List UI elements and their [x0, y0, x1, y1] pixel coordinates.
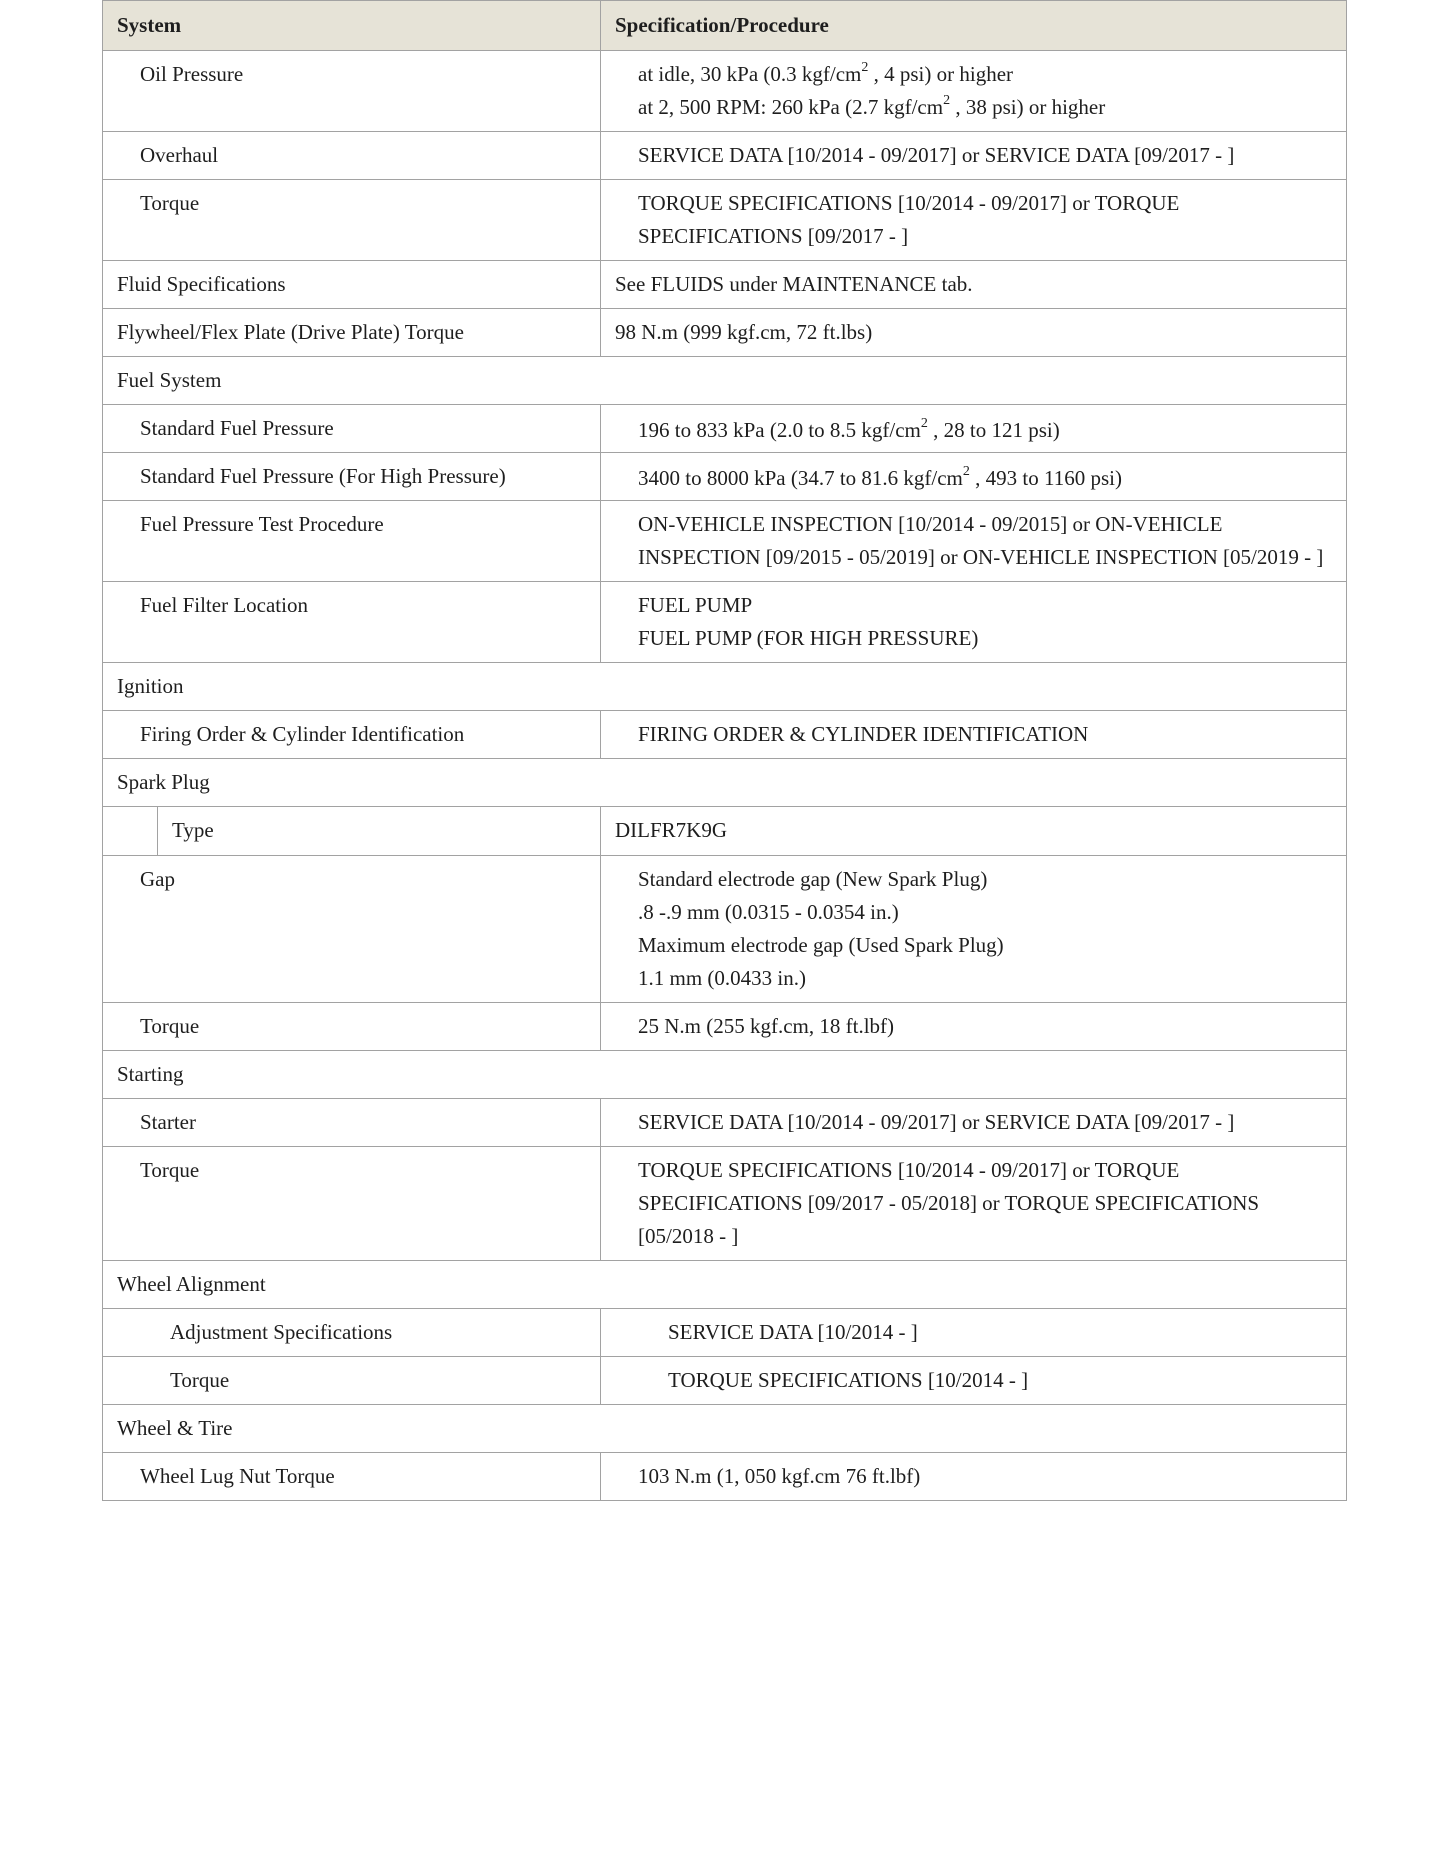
- row-value-oil-pressure: [601, 51, 1347, 132]
- table-row: [103, 807, 1347, 856]
- row-label-standard-fuel-pressure: Standard Fuel Pressure: [103, 405, 601, 453]
- section-row: [103, 1405, 1347, 1453]
- section-row: [103, 663, 1347, 711]
- table-row: [103, 1099, 1347, 1147]
- fuel-pump-link[interactable]: FUEL PUMP: [638, 593, 753, 617]
- row-label-alignment-torque: Torque: [103, 1357, 601, 1405]
- row-label-firing-order: Firing Order & Cylinder Identification: [103, 711, 601, 759]
- fuel-pump-high-pressure-link[interactable]: FUEL PUMP (FOR HIGH PRESSURE): [638, 626, 979, 650]
- table-row: [103, 1357, 1347, 1405]
- row-label-starting-torque: Torque: [103, 1147, 601, 1261]
- row-value-alignment-torque[interactable]: TORQUE SPECIFICATIONS [10/2014 - ]: [601, 1357, 1347, 1405]
- header-system: System: [103, 1, 601, 51]
- row-label-wheel-lug-nut-torque: Wheel Lug Nut Torque: [103, 1453, 601, 1501]
- fuel-pressure-text-end: , 28 to 121 psi): [927, 418, 1060, 442]
- row-value-torque[interactable]: TORQUE SPECIFICATIONS [10/2014 - 09/2017] or TORQUE SPECIFICATIONS [09/2017 - ]: [601, 180, 1347, 261]
- table-row: [103, 180, 1347, 261]
- fuel-pressure-high-text: 3400 to 8000 kPa (34.7 to 81.6 kgf/cm: [638, 466, 963, 490]
- row-label-flywheel: Flywheel/Flex Plate (Drive Plate) Torque: [103, 309, 601, 357]
- table-row: [103, 1453, 1347, 1501]
- row-label-spark-plug-type: Type: [172, 818, 214, 842]
- section-row: [103, 1051, 1347, 1099]
- table-row: [103, 582, 1347, 663]
- superscript: 2: [861, 60, 869, 75]
- row-label-spark-plug-type-cell: [103, 807, 601, 856]
- section-row: [103, 759, 1347, 807]
- row-value-standard-fuel-pressure: [601, 405, 1347, 453]
- row-value-wheel-lug-nut-torque: 103 N.m (1, 050 kgf.cm 76 ft.lbf): [601, 1453, 1347, 1501]
- gap-standard-label: Standard electrode gap (New Spark Plug): [638, 867, 988, 891]
- oil-pressure-idle-text-end: , 4 psi) or higher: [868, 62, 1014, 86]
- row-value-gap: [601, 856, 1347, 1003]
- row-label-overhaul: Overhaul: [103, 132, 601, 180]
- gap-standard-value: .8 -.9 mm (0.0315 - 0.0354 in.): [638, 900, 899, 924]
- row-value-fuel-pressure-test[interactable]: ON-VEHICLE INSPECTION [10/2014 - 09/2015] or ON-VEHICLE INSPECTION [09/2015 - 05/2019] or ON-VEHICLE INSPECTION [05/2019 - ]: [601, 501, 1347, 582]
- table-row: [103, 711, 1347, 759]
- row-label-spark-torque: Torque: [103, 1003, 601, 1051]
- section-starting: Starting: [103, 1051, 1347, 1099]
- row-value-starter[interactable]: SERVICE DATA [10/2014 - 09/2017] or SERVICE DATA [09/2017 - ]: [601, 1099, 1347, 1147]
- gap-maximum-value: 1.1 mm (0.0433 in.): [638, 966, 806, 990]
- row-label-fuel-pressure-test: Fuel Pressure Test Procedure: [103, 501, 601, 582]
- oil-pressure-2500-text-end: , 38 psi) or higher: [950, 95, 1106, 119]
- superscript: 2: [943, 93, 951, 108]
- oil-pressure-2500rpm: [638, 91, 1332, 124]
- fuel-pressure-high-text-end: , 493 to 1160 psi): [969, 466, 1122, 490]
- row-value-fluid-specifications: See FLUIDS under MAINTENANCE tab.: [601, 261, 1347, 309]
- row-value-firing-order[interactable]: FIRING ORDER & CYLINDER IDENTIFICATION: [601, 711, 1347, 759]
- row-label-standard-fuel-pressure-high: Standard Fuel Pressure (For High Pressure): [103, 453, 601, 501]
- table-row: [103, 501, 1347, 582]
- table-row: [103, 1147, 1347, 1261]
- oil-pressure-idle: [638, 58, 1332, 91]
- row-value-starting-torque[interactable]: TORQUE SPECIFICATIONS [10/2014 - 09/2017] or TORQUE SPECIFICATIONS [09/2017 - 05/2018] or TORQUE SPECIFICATIONS [05/2018 - ]: [601, 1147, 1347, 1261]
- gap-maximum-label: Maximum electrode gap (Used Spark Plug): [638, 933, 1004, 957]
- row-label-fuel-filter-location: Fuel Filter Location: [103, 582, 601, 663]
- header-specification: Specification/Procedure: [601, 1, 1347, 51]
- section-spark-plug: Spark Plug: [103, 759, 1347, 807]
- table-row: [103, 132, 1347, 180]
- table-header-row: [103, 1, 1347, 51]
- row-label-adjustment-specifications: Adjustment Specifications: [103, 1309, 601, 1357]
- table-row: [103, 1309, 1347, 1357]
- row-value-overhaul[interactable]: SERVICE DATA [10/2014 - 09/2017] or SERVICE DATA [09/2017 - ]: [601, 132, 1347, 180]
- table-row: [103, 261, 1347, 309]
- oil-pressure-2500-text: at 2, 500 RPM: 260 kPa (2.7 kgf/cm: [638, 95, 944, 119]
- section-fuel-system: Fuel System: [103, 357, 1347, 405]
- superscript: 2: [920, 416, 928, 431]
- table-row: [103, 1003, 1347, 1051]
- row-label-torque: Torque: [103, 180, 601, 261]
- section-row: [103, 357, 1347, 405]
- oil-pressure-idle-text: at idle, 30 kPa (0.3 kgf/cm: [638, 62, 862, 86]
- table-row: [103, 405, 1347, 453]
- table-row: [103, 453, 1347, 501]
- section-wheel-alignment: Wheel Alignment: [103, 1261, 1347, 1309]
- row-value-standard-fuel-pressure-high: [601, 453, 1347, 501]
- table-row: [103, 309, 1347, 357]
- table-row: [103, 51, 1347, 132]
- spark-plug-type-spacer: [103, 807, 158, 855]
- superscript: 2: [962, 464, 970, 479]
- section-ignition: Ignition: [103, 663, 1347, 711]
- spark-plug-type-split: [103, 807, 600, 855]
- fuel-pressure-text: 196 to 833 kPa (2.0 to 8.5 kgf/cm: [638, 418, 921, 442]
- row-label-fluid-specifications: Fluid Specifications: [103, 261, 601, 309]
- section-wheel-tire: Wheel & Tire: [103, 1405, 1347, 1453]
- row-label-starter: Starter: [103, 1099, 601, 1147]
- row-value-flywheel: 98 N.m (999 kgf.cm, 72 ft.lbs): [601, 309, 1347, 357]
- row-label-gap: Gap: [103, 856, 601, 1003]
- row-value-spark-torque: 25 N.m (255 kgf.cm, 18 ft.lbf): [601, 1003, 1347, 1051]
- row-label-oil-pressure: Oil Pressure: [103, 51, 601, 132]
- row-value-adjustment-specifications[interactable]: SERVICE DATA [10/2014 - ]: [601, 1309, 1347, 1357]
- table-row: [103, 856, 1347, 1003]
- section-row: [103, 1261, 1347, 1309]
- spec-table: [102, 0, 1347, 1501]
- row-value-fuel-filter-location: [601, 582, 1347, 663]
- row-value-spark-plug-type: DILFR7K9G: [601, 807, 1347, 856]
